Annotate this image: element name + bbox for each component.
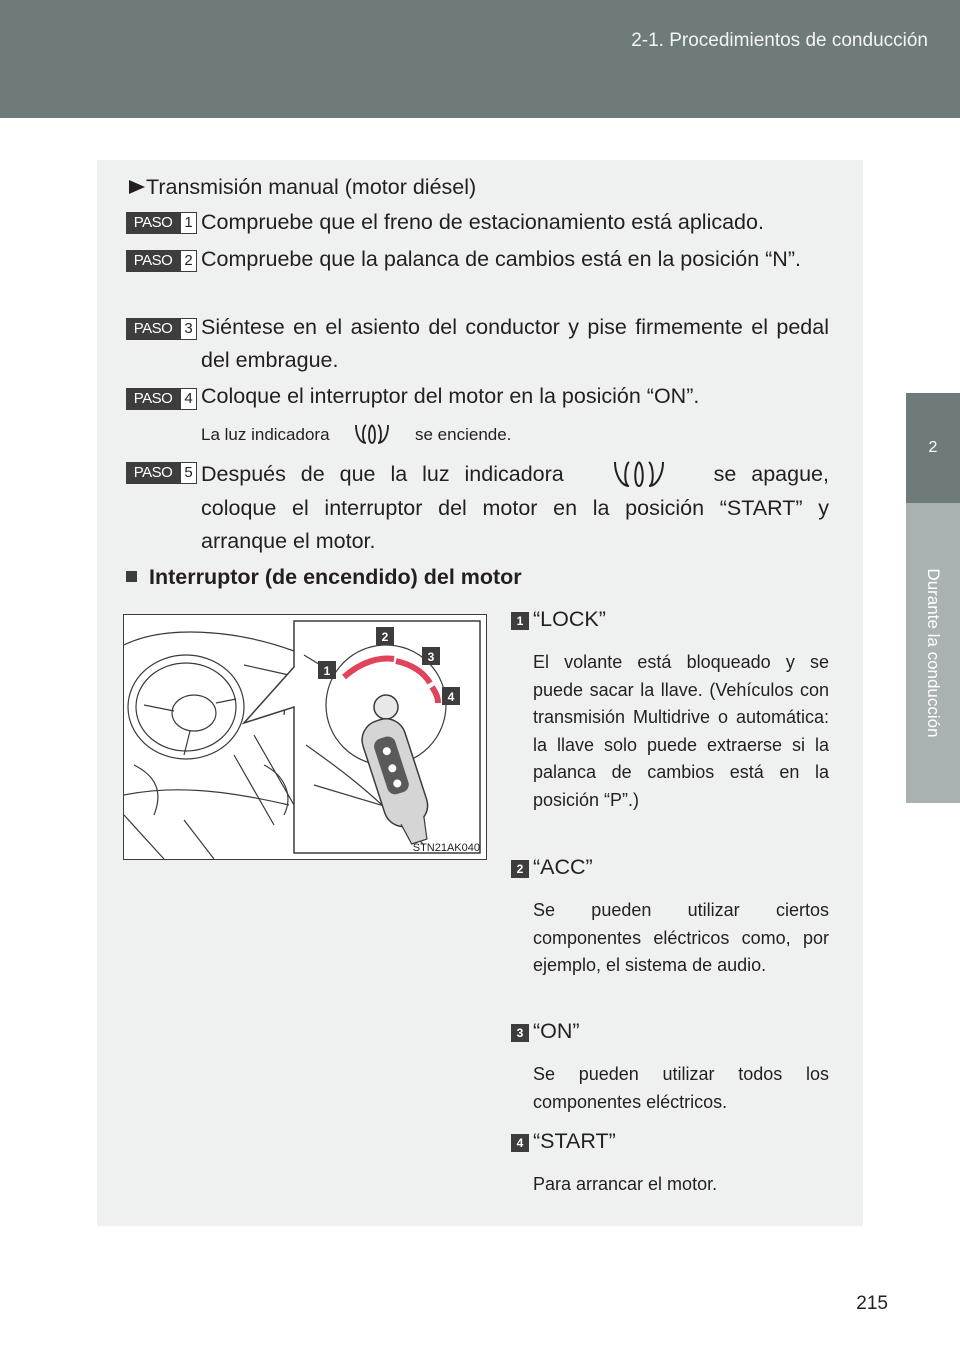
item-description: Para arrancar el motor. [533, 1174, 718, 1194]
item-description: El volante está bloqueado y se puede sacar la llave. (Vehículos con transmisión Multidrive o automática: la llave solo puede extraerse si la palanca de cambios está en la posición “P”.) [533, 652, 829, 810]
item-number-badge: 4 [511, 1134, 529, 1152]
chapter-side-tab [906, 118, 960, 1362]
step-badge: PASO 4 [126, 388, 196, 410]
ignition-switch-illustration [123, 614, 487, 860]
step-text: Compruebe que la palanca de cambios está en la posición “N”. [201, 247, 801, 271]
step-text: Coloque el interruptor del motor en la posición “ON”. [201, 384, 700, 408]
item-title: “ON” [533, 1019, 580, 1043]
figure-callout: 4 [447, 690, 455, 704]
figure-callout: 3 [427, 650, 435, 664]
chapter-label-text: Durante la conducción [924, 568, 943, 738]
square-bullet-icon [126, 571, 137, 582]
step-badge: PASO 3 [126, 318, 196, 340]
figure-callout: 2 [381, 630, 389, 644]
item-number-badge: 2 [511, 860, 529, 878]
item-title: “START” [533, 1129, 616, 1153]
chapter-label [906, 503, 960, 803]
section-intro [128, 171, 476, 204]
page-number: 215 [856, 1293, 888, 1314]
step-note: La luz indicadora se enciende. [201, 418, 511, 451]
step-badge: PASO 1 [126, 212, 196, 234]
step-text: Siéntese en el asiento del conductor y pise firmemente el pedal del embrague. [201, 315, 829, 372]
glow-plug-indicator-icon [609, 458, 669, 492]
item-number-badge: 3 [511, 1024, 529, 1042]
item-description: Se pueden utilizar ciertos componentes eléctricos como, por ejemplo, el sistema de audio. [533, 900, 829, 975]
glow-plug-indicator-icon [352, 421, 392, 451]
switch-heading: Interruptor (de encendido) del motor [126, 565, 522, 590]
dashboard-drawing [124, 615, 486, 859]
step-text: Compruebe que el freno de estacionamiento está aplicado. [201, 210, 764, 234]
chapter-number: 2 [906, 393, 960, 503]
item-title: “ACC” [533, 855, 593, 879]
figure-code: STN21AK040 [412, 842, 480, 854]
chapter-title: 2-1. Procedimientos de conducción [631, 30, 928, 51]
arrow-right-icon [128, 179, 146, 195]
page-header [0, 0, 960, 118]
step-badge: PASO 5 [126, 462, 196, 484]
item-title: “LOCK” [533, 607, 606, 631]
figure-callout: 1 [323, 664, 331, 678]
step-badge: PASO 2 [126, 250, 196, 272]
step-text: Después de que la luz indicadora se apague, coloque el interruptor del motor en la posición “START” y arranque el motor. [201, 458, 829, 558]
section-intro-text: Transmisión manual (motor diésel) [146, 175, 477, 199]
item-number-badge: 1 [511, 612, 529, 630]
item-description: Se pueden utilizar todos los componentes eléctricos. [533, 1064, 829, 1112]
